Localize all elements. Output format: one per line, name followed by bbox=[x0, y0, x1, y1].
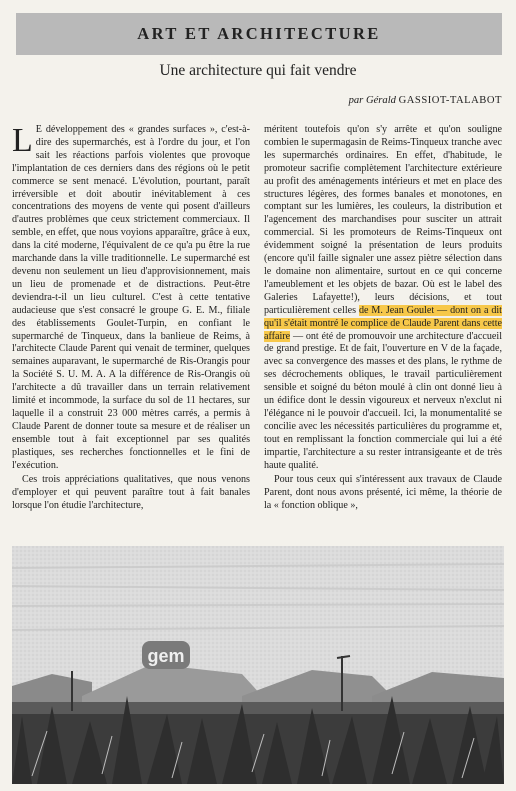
paragraph bbox=[12, 124, 250, 472]
photo-illustration bbox=[12, 546, 504, 784]
paragraph-text: méritent toutefois qu'on s'y arrête et qu'on souligne combien le supermagasin de Reims-Tinqueux tranche avec les supermarchés ordinaires. En effet, d'habitude, le promoteur sacrifie complètement l'architecture extérieure au profit des aménagements intérieurs et met en place des structures légères, des formes banales et monotones, en comptant sur les lumières, les couleurs, la distribution et l'agencement des marchandises pour susciter un attrait commercial. Si les promoteurs de Reims-Tinqueux ont évidemment soigné la présentation de leurs produits (encore qu'il faille signaler une assez piètre sélection dans le domaine non alimentaire, surtout en ce qui concerne l'ameublement et les objets de bazar. Où est le label des Galeries Lafayette!), leurs décisions, et tout particulièrement celles bbox=[264, 124, 502, 316]
sign-logo bbox=[142, 641, 190, 669]
paragraph-text: — ont été de promouvoir une architecture d'accueil de grand prestige. Et de fait, l'ouverture en V de la façade, avec sa convergence des masses et des plans, le rythme de ses décrochements obliques, le travail particulièrement sensible et soigné du béton moulé à clin ont donné lieu à un édifice dont le dessin vigoureux et nerveux n'exclut ni l'élégance ni le pouvoir d'accueil. Ici, la monumentalité se concilie avec les nécessités particulières du programme et, tout en remplissant la fonction commerciale qui lui a été impartie, l'architecture a su rester intransigeante et de très haute qualité. bbox=[264, 330, 502, 471]
supermarket-photo bbox=[12, 546, 504, 784]
paragraph-text: E développement des « grandes surfaces », c'est-à-dire des supermarchés, est à l'ordre du jour, et l'on sait les réactions parfois violentes que provoque l'implantation de ces derniers dans des régions où le petit commerce se sent menacé. L'évolution, pourtant, paraît irréversible et doit aboutir inévitablement à ces concentrations des moyens de vente qui posent d'ailleurs d'autres problèmes que ceux strictement commerciaux. Il semble, en effet, que nous voyions apparaître, grâce à eux, dans la cité moderne, l'équivalent de ce qu'a pu être la rue marchande dans la ville traditionnelle. Le supermarché est devenu non seulement un lieu d'approvisionnement, mais un lieu de promenade et de distractions. Peut-être deviendra-t-il un lieu culturel. C'est à cette tentative audacieuse que s'est consacré le groupe G. E. M., filiale des établissements Goulet-Turpin, en confiant le supermarché de Tinqueux, dans la banlieue de Reims, à l'architecte Claude Parent qui venait de terminer, quelques semaines auparavant, le supermarché de Ris-Orangis pour la Société S. U. M. A. A la différence de Ris-Orangis où l'architecte a dû travailler dans un terrain relativement limité et incommode, la surface du sol de 11 hectares, sur laquelle il a construit 23 000 mètres carrés, a permis à Claude Parent de donner toute sa mesure et de réaliser un ensemble tout à fait exceptionnel par ses qualités plastiques, ses recherches fonctionnelles et le fini de l'exécution. bbox=[12, 124, 250, 471]
byline-prefix: par Gérald bbox=[348, 95, 396, 106]
drop-cap: L bbox=[12, 122, 33, 159]
paragraph: Pour tous ceux qui s'intéressent aux travaux de Claude Parent, dont nous avons présenté, ici même, la théorie de la « fonction oblique », bbox=[264, 474, 502, 512]
paragraph bbox=[264, 124, 502, 472]
byline-author: GASSIOT-TALABOT bbox=[398, 95, 502, 106]
section-header-band bbox=[16, 13, 502, 55]
sign-text: gem bbox=[147, 646, 185, 666]
paragraph: Ces trois appréciations qualitatives, que nous venons d'employer et qui peuvent paraître tout à fait banales lorsque l'on étudie l'architecture, bbox=[12, 474, 250, 512]
highlighted-passage: de M. Jean Goulet — dont on a dit qu'il s'était montré le complice de Claude Parent dans cette affaire bbox=[264, 304, 502, 342]
section-title: ART ET ARCHITECTURE bbox=[137, 24, 381, 43]
byline bbox=[349, 95, 502, 106]
column-left bbox=[12, 124, 250, 515]
column-right bbox=[264, 124, 502, 515]
article-title: Une architecture qui fait vendre bbox=[159, 62, 357, 79]
